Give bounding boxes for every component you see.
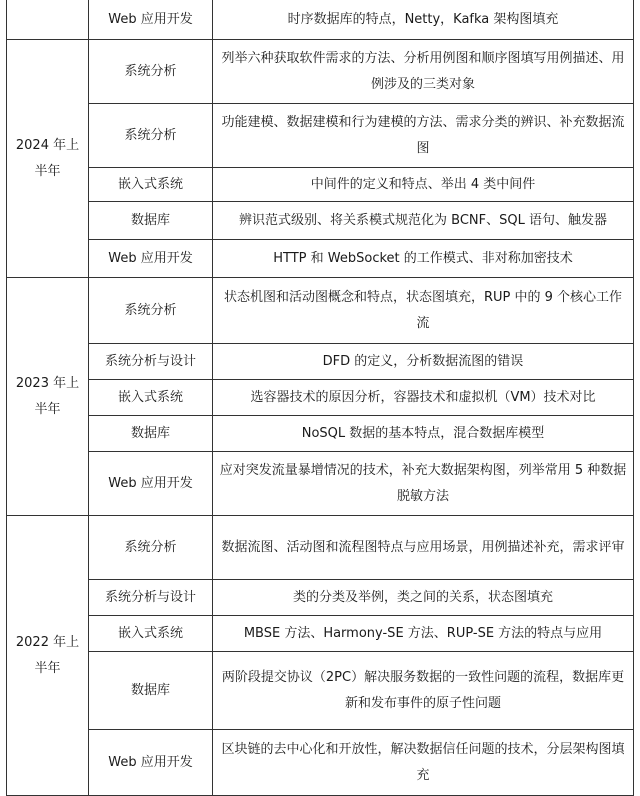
topic-cell: 功能建模、数据建模和行为建模的方法、需求分类的辨识、补充数据流图 xyxy=(213,104,634,168)
topic-cell: NoSQL 数据的基本特点，混合数据库模型 xyxy=(213,416,634,452)
table-row xyxy=(7,452,634,516)
subject-cell: Web 应用开发 xyxy=(89,730,213,796)
year-cell: 2022 年上半年 xyxy=(7,516,89,796)
topic-cell: 列举六种获取软件需求的方法、分析用例图和顺序图填写用例描述、用例涉及的三类对象 xyxy=(213,40,634,104)
topic-cell: HTTP 和 WebSocket 的工作模式、非对称加密技术 xyxy=(213,240,634,278)
topic-cell: 中间件的定义和特点、举出 4 类中间件 xyxy=(213,168,634,202)
table-row xyxy=(7,344,634,380)
subject-cell: 系统分析 xyxy=(89,516,213,580)
topic-cell: MBSE 方法、Harmony-SE 方法、RUP-SE 方法的特点与应用 xyxy=(213,616,634,652)
subject-cell: 系统分析 xyxy=(89,40,213,104)
year-cell xyxy=(7,0,89,40)
table-row xyxy=(7,278,634,344)
topic-cell: 时序数据库的特点，Netty，Kafka 架构图填充 xyxy=(213,0,634,40)
topic-cell: 应对突发流量暴增情况的技术，补充大数据架构图，列举常用 5 种数据脱敏方法 xyxy=(213,452,634,516)
year-cell: 2023 年上半年 xyxy=(7,278,89,516)
table-row xyxy=(7,516,634,580)
table-row xyxy=(7,380,634,416)
table-row xyxy=(7,652,634,730)
topic-cell: 辨识范式级别、将关系模式规范化为 BCNF、SQL 语句、触发器 xyxy=(213,202,634,240)
table-row xyxy=(7,0,634,40)
subject-cell: 嵌入式系统 xyxy=(89,616,213,652)
table-row xyxy=(7,40,634,104)
exam-topics-table xyxy=(6,0,634,796)
subject-cell: Web 应用开发 xyxy=(89,240,213,278)
table-row xyxy=(7,202,634,240)
subject-cell: Web 应用开发 xyxy=(89,452,213,516)
topic-cell: 数据流图、活动图和流程图特点与应用场景，用例描述补充，需求评审 xyxy=(213,516,634,580)
table-row xyxy=(7,730,634,796)
subject-cell: 数据库 xyxy=(89,652,213,730)
year-cell: 2024 年上半年 xyxy=(7,40,89,278)
subject-cell: 系统分析与设计 xyxy=(89,344,213,380)
subject-cell: Web 应用开发 xyxy=(89,0,213,40)
topic-cell: 选容器技术的原因分析，容器技术和虚拟机（VM）技术对比 xyxy=(213,380,634,416)
table-row xyxy=(7,168,634,202)
table-row xyxy=(7,616,634,652)
subject-cell: 嵌入式系统 xyxy=(89,168,213,202)
topic-cell: 区块链的去中心化和开放性，解决数据信任问题的技术，分层架构图填充 xyxy=(213,730,634,796)
subject-cell: 数据库 xyxy=(89,202,213,240)
table-row xyxy=(7,104,634,168)
table-row xyxy=(7,240,634,278)
subject-cell: 数据库 xyxy=(89,416,213,452)
subject-cell: 嵌入式系统 xyxy=(89,380,213,416)
topic-cell: 状态机图和活动图概念和特点，状态图填充，RUP 中的 9 个核心工作流 xyxy=(213,278,634,344)
subject-cell: 系统分析 xyxy=(89,278,213,344)
subject-cell: 系统分析 xyxy=(89,104,213,168)
subject-cell: 系统分析与设计 xyxy=(89,580,213,616)
topic-cell: DFD 的定义，分析数据流图的错误 xyxy=(213,344,634,380)
table-row xyxy=(7,580,634,616)
table-row xyxy=(7,416,634,452)
topic-cell: 两阶段提交协议（2PC）解决服务数据的一致性问题的流程，数据库更新和发布事件的原子性问题 xyxy=(213,652,634,730)
topic-cell: 类的分类及举例，类之间的关系，状态图填充 xyxy=(213,580,634,616)
